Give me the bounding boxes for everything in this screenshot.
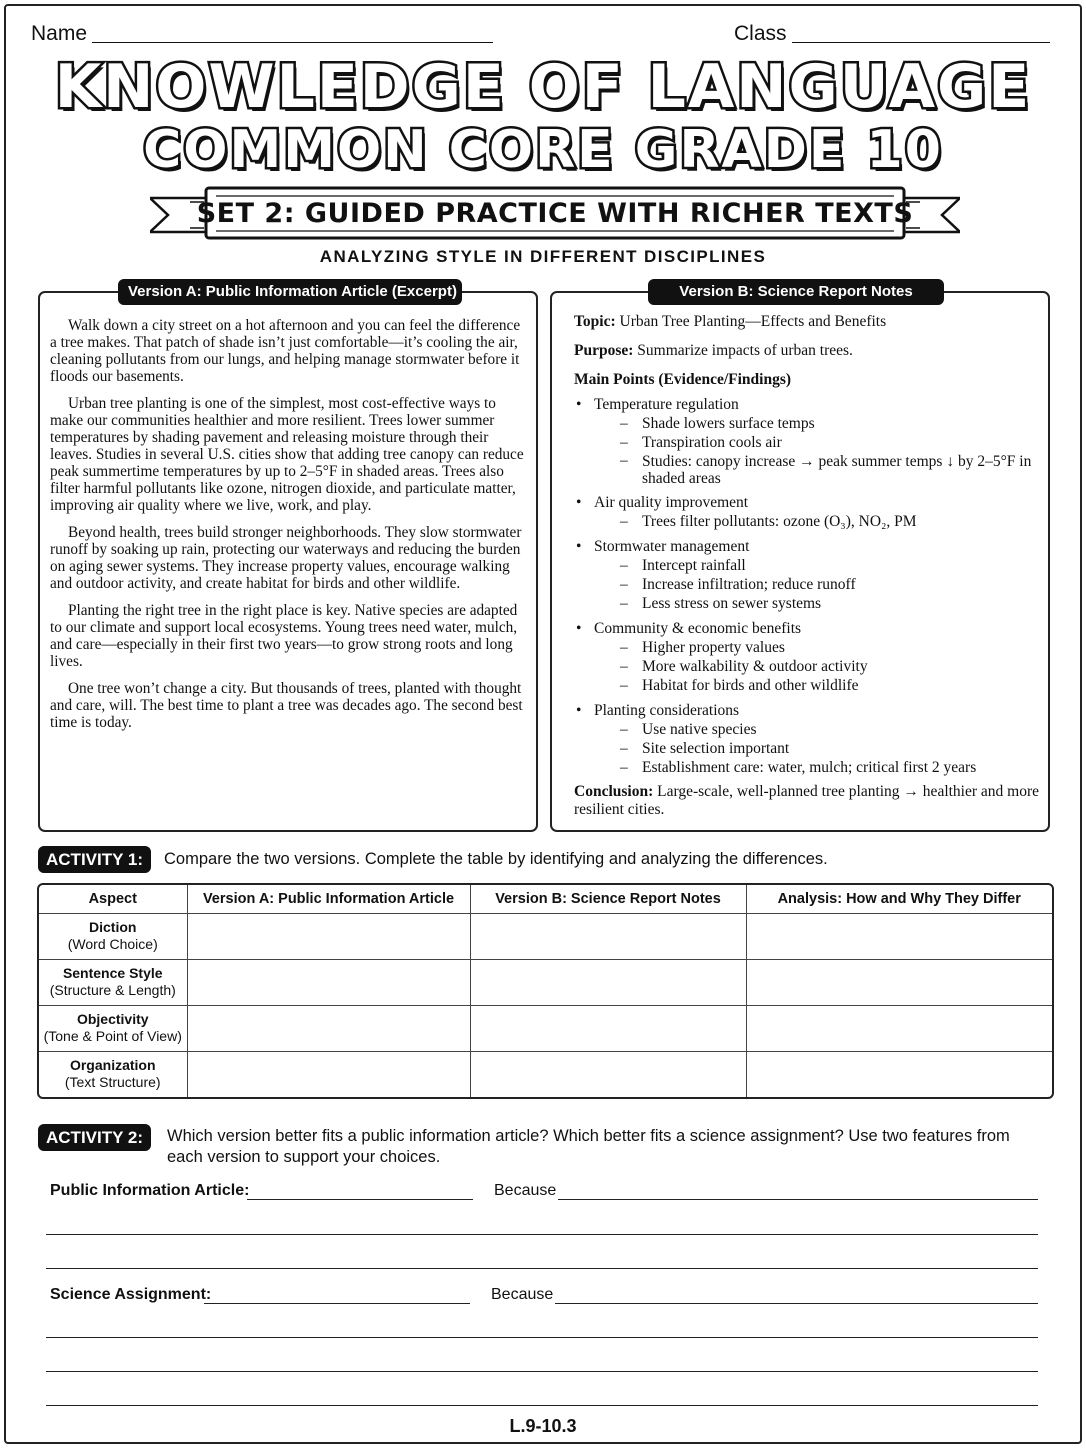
purpose-row xyxy=(574,341,1039,360)
aspect-cell: Organization (Text Structure) xyxy=(39,1051,187,1097)
topic-label: Topic: xyxy=(574,313,616,330)
writing-line[interactable] xyxy=(46,1371,1038,1372)
conclusion xyxy=(574,783,1039,819)
main-points-list xyxy=(574,395,1039,777)
name-label: Name xyxy=(31,22,88,45)
answer-cell[interactable] xyxy=(470,1051,746,1097)
main-point xyxy=(574,493,1039,531)
writing-line[interactable] xyxy=(46,1234,1038,1235)
table-row xyxy=(39,1051,1052,1097)
sub-point: – Less stress on sewer systems xyxy=(594,594,1039,613)
activity-1-label: ACTIVITY 1: xyxy=(38,846,151,873)
topic-row xyxy=(574,312,1039,331)
comparison-table xyxy=(37,883,1054,1099)
sub-point: – Transpiration cools air xyxy=(594,433,1039,452)
table-row xyxy=(39,1005,1052,1051)
purpose-text: Summarize impacts of urban trees. xyxy=(637,342,853,359)
main-point xyxy=(574,395,1039,487)
main-point xyxy=(574,701,1039,777)
version-a-heading: Version A: Public Information Article (Excerpt) xyxy=(118,279,462,305)
table-header-row xyxy=(39,885,1052,913)
sub-point: – More walkability & outdoor activity xyxy=(594,657,1039,676)
title-line-1: KNOWLEDGE OF LANGUAGE xyxy=(54,52,1032,122)
answer-cell[interactable] xyxy=(187,959,470,1005)
sub-point: – Site selection important xyxy=(594,739,1039,758)
answer-cell[interactable] xyxy=(187,913,470,959)
aspect-cell: Objectivity (Tone & Point of View) xyxy=(39,1005,187,1051)
conclusion-text: Large-scale, well-planned tree planting → healthier and more resilient cities. xyxy=(574,783,1040,818)
answer-cell[interactable] xyxy=(187,1005,470,1051)
purpose-label: Purpose: xyxy=(574,342,634,359)
sub-point: – Trees filter pollutants: ozone (O₃), NO₂, PM xyxy=(594,512,1039,531)
table-row xyxy=(39,913,1052,959)
science-assignment-label: Science Assignment: xyxy=(50,1286,212,1303)
version-b-notes xyxy=(574,312,1039,819)
main-point xyxy=(574,537,1039,613)
conclusion-label: Conclusion: xyxy=(574,783,654,800)
table-row xyxy=(39,959,1052,1005)
answer-cell[interactable] xyxy=(746,913,1052,959)
activity-2-instructions: Which version better fits a public information article? Which better fits a science assignment? Use two features from each version to support your choices. xyxy=(167,1127,1010,1166)
aspect-cell: Diction (Word Choice) xyxy=(39,913,187,959)
name-field-line[interactable] xyxy=(92,42,493,43)
science-assignment-answer-line[interactable] xyxy=(204,1303,470,1304)
sub-point: – Intercept rainfall xyxy=(594,556,1039,575)
class-field-line[interactable] xyxy=(792,42,1050,43)
column-header: Analysis: How and Why They Differ xyxy=(746,885,1052,913)
activity-1-instructions: Compare the two versions. Complete the table by identifying and analyzing the differences. xyxy=(164,850,828,868)
aspect-cell: Sentence Style (Structure & Length) xyxy=(39,959,187,1005)
public-article-answer-line[interactable] xyxy=(247,1199,473,1200)
activity-2-label: ACTIVITY 2: xyxy=(38,1124,151,1151)
version-a-article xyxy=(50,317,530,741)
article-paragraph: Walk down a city street on a hot afternoon and you can feel the difference a tree makes. That patch of shade isn’t just comfortable—it’s cooling the air, cleaning pollutants from our lungs, and helping manage stormwater before it floods our basements. xyxy=(50,317,521,385)
sub-point: – Habitat for birds and other wildlife xyxy=(594,676,1039,695)
writing-line[interactable] xyxy=(46,1405,1038,1406)
sub-point: – Shade lowers surface temps xyxy=(594,414,1039,433)
subtitle: ANALYZING STYLE IN DIFFERENT DISCIPLINES xyxy=(319,247,767,266)
answer-cell[interactable] xyxy=(187,1051,470,1097)
standard-code: L.9-10.3 xyxy=(509,1416,577,1436)
main-point-title: • Community & economic benefits xyxy=(594,620,802,637)
column-header: Version B: Science Report Notes xyxy=(470,885,746,913)
sub-point: – Increase infiltration; reduce runoff xyxy=(594,575,1039,594)
main-point-title: • Temperature regulation xyxy=(594,396,739,413)
answer-cell[interactable] xyxy=(746,959,1052,1005)
main-point-title: • Planting considerations xyxy=(594,702,740,719)
version-b-heading: Version B: Science Report Notes xyxy=(648,279,944,305)
column-header: Aspect xyxy=(39,885,187,913)
article-paragraph: One tree won’t change a city. But thousands of trees, planted with thought and care, will. The best time to plant a tree was decades ago. The second best time is today. xyxy=(50,680,523,731)
writing-line[interactable] xyxy=(46,1337,1038,1338)
sub-point: – Studies: canopy increase → peak summer temps ↓ by 2–5°F in shaded areas xyxy=(594,452,1039,487)
public-article-label: Public Information Article: xyxy=(50,1182,250,1199)
answer-cell[interactable] xyxy=(470,913,746,959)
banner-text: SET 2: GUIDED PRACTICE WITH RICHER TEXTS xyxy=(196,198,914,229)
sub-point: – Use native species xyxy=(594,720,1039,739)
because-answer-line[interactable] xyxy=(558,1199,1038,1200)
writing-line[interactable] xyxy=(46,1268,1038,1269)
main-points-heading: Main Points (Evidence/Findings) xyxy=(574,371,792,388)
set-banner xyxy=(150,184,960,246)
because-answer-line[interactable] xyxy=(555,1303,1038,1304)
because-label: Because xyxy=(494,1182,557,1199)
article-paragraph: Beyond health, trees build stronger neighborhoods. They slow stormwater runoff by soaking up rain, protecting our waterways and reducing the burden on aging sewer systems. They increase property values, encourage walking and outdoor activity, and create habitat for birds and other wildlife. xyxy=(50,524,522,592)
topic-text: Urban Tree Planting—Effects and Benefits xyxy=(619,313,887,330)
main-point-title: • Stormwater management xyxy=(594,538,750,555)
main-point xyxy=(574,619,1039,695)
title-line-2: COMMON CORE GRADE 10 xyxy=(143,120,943,180)
sub-point: – Establishment care: water, mulch; critical first 2 years xyxy=(594,758,1039,777)
answer-cell[interactable] xyxy=(746,1051,1052,1097)
class-label: Class xyxy=(734,22,787,45)
because-label: Because xyxy=(491,1286,554,1303)
answer-cell[interactable] xyxy=(470,1005,746,1051)
answer-cell[interactable] xyxy=(746,1005,1052,1051)
answer-cell[interactable] xyxy=(470,959,746,1005)
column-header: Version A: Public Information Article xyxy=(187,885,470,913)
sub-point: – Higher property values xyxy=(594,638,1039,657)
article-paragraph: Planting the right tree in the right place is key. Native species are adapted to our climate and support local ecosystems. Young trees need water, mulch, and care—especially in their first two years—to grow strong roots and long lives. xyxy=(50,602,518,670)
main-point-title: • Air quality improvement xyxy=(594,494,749,511)
article-paragraph: Urban tree planting is one of the simplest, most cost-effective ways to make our communities healthier and more resilient. Trees lower summer temperatures by shading pavement and releasing moisture through their leaves. Studies in several U.S. cities show that adding tree canopy can reduce peak summertime temperatures by up to 2–5°F in shaded areas. Trees also filter harmful pollutants like ozone, nitrogen dioxide, and particulate matter, improving air quality where we live, work, and play. xyxy=(50,395,524,514)
